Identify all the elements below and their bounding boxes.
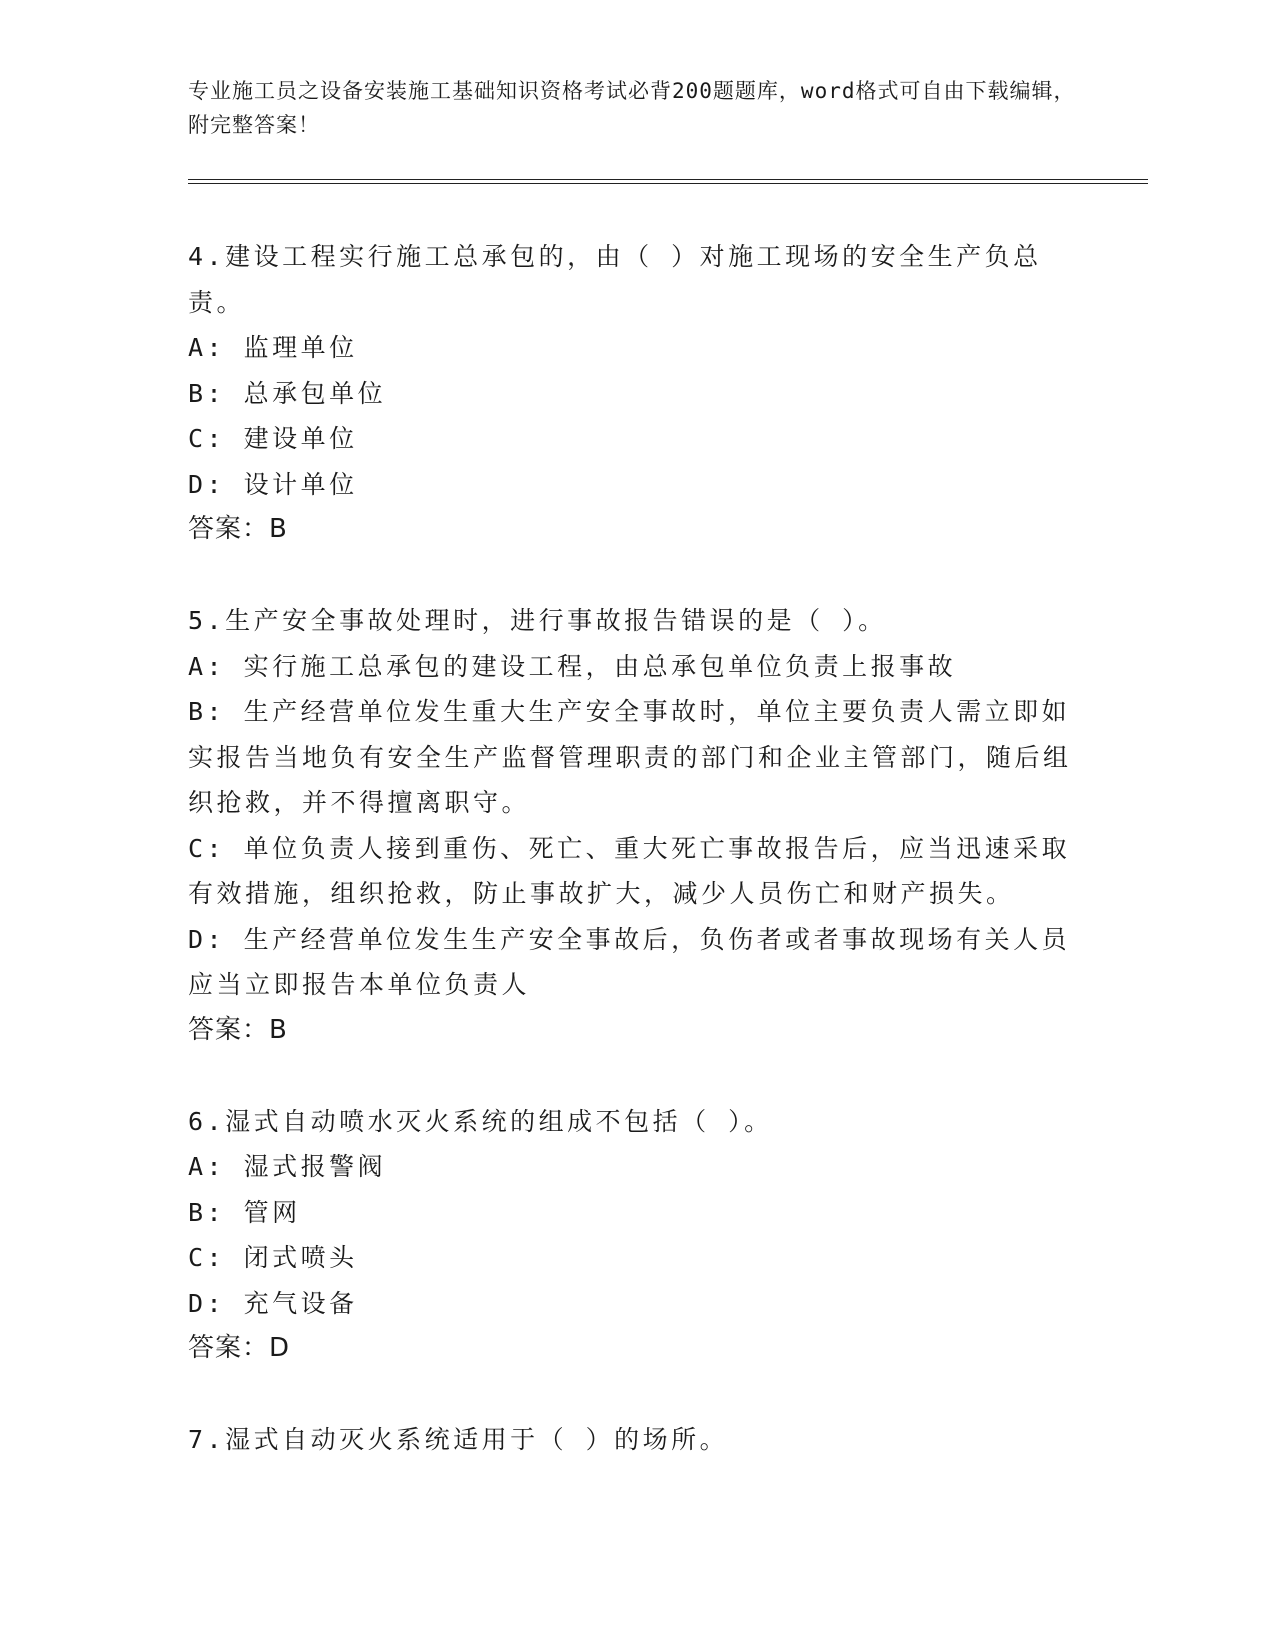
- answer: 答案：B: [188, 1014, 288, 1045]
- answer: 答案：B: [188, 514, 288, 544]
- option-c: C: 闭式喷头: [188, 1243, 358, 1272]
- option-b: B: 管网: [188, 1197, 301, 1227]
- answer: 答案：D: [188, 1333, 291, 1363]
- question-stem: 4.建设工程实行施工总承包的，由（ ）对施工现场的安全生产负总责。: [188, 242, 1042, 317]
- question-list: [188, 234, 1088, 1463]
- option-b: B: 总承包单位: [188, 378, 387, 408]
- option-c: C: 单位负责人接到重伤、死亡、重大死亡事故报告后，应当迅速采取有效措施，组织抢救，防止事故扩大，减少人员伤亡和财产损失。: [188, 833, 1071, 908]
- question-5: [188, 598, 1088, 1053]
- option-b: B: 生产经营单位发生重大生产安全事故时，单位主要负责人需立即如实报告当地负有安全生产监督管理职责的部门和企业主管部门，随后组织抢救，并不得擅离职守。: [188, 697, 1072, 817]
- option-a: A: 实行施工总承包的建设工程，由总承包单位负责上报事故: [188, 651, 957, 681]
- header-divider-top: [188, 179, 1148, 180]
- option-d: D: 生产经营单位发生生产安全事故后，负伤者或者事故现场有关人员应当立即报告本单位负责人: [188, 924, 1071, 999]
- option-a: A: 湿式报警阀: [188, 1152, 387, 1181]
- document-header: 专业施工员之设备安装施工基础知识资格考试必背200题题库，word格式可自由下载编辑，附完整答案！: [188, 79, 1076, 137]
- question-stem: 6.湿式自动喷水灭火系统的组成不包括（ ）。: [188, 1106, 773, 1136]
- option-d: D: 设计单位: [188, 469, 358, 499]
- option-d: D: 充气设备: [188, 1288, 358, 1318]
- question-4: [188, 234, 1088, 553]
- question-7: [188, 1417, 1088, 1463]
- question-stem: 5.生产安全事故处理时，进行事故报告错误的是（ ）。: [188, 606, 887, 635]
- question-stem: 7.湿式自动灭火系统适用于（ ）的场所。: [188, 1425, 729, 1454]
- header-divider-bottom: [188, 183, 1148, 184]
- question-6: [188, 1099, 1088, 1372]
- option-a: A: 监理单位: [188, 333, 358, 362]
- option-c: C: 建设单位: [188, 424, 358, 453]
